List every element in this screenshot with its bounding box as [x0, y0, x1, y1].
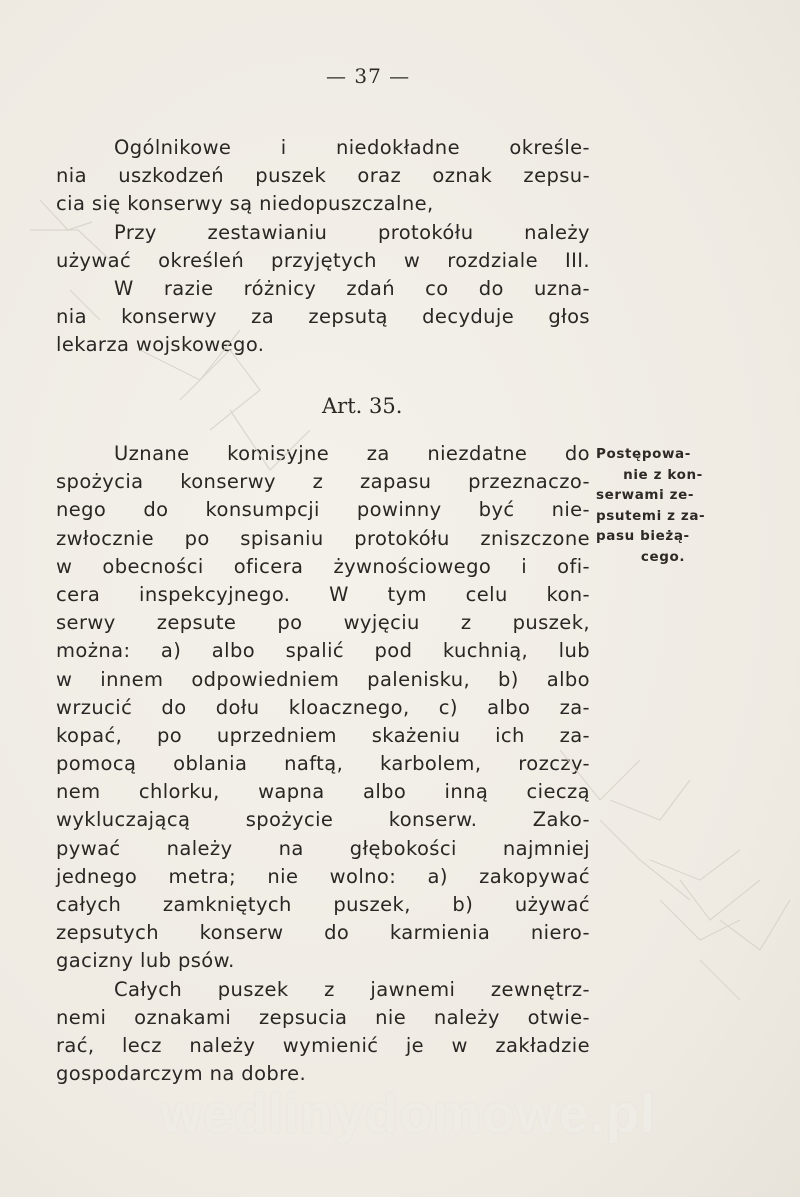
margin-note-line: psutemi z za- — [596, 507, 706, 524]
text-line: Przy zestawianiu protokółu należy — [114, 220, 590, 244]
margin-note-line: cego. — [640, 548, 686, 565]
text-line: cia się konserwy są niedopuszczalne, — [56, 192, 434, 216]
paragraph-2 — [56, 440, 590, 1088]
text-line: Całych puszek z jawnemi zewnętrz- — [114, 977, 590, 1001]
margin-note-line: serwami ze- — [596, 487, 695, 503]
margin-note-line: pasu bieżą- — [596, 528, 690, 544]
text-line: Ogólnikowe i niedokładne określe- — [114, 136, 590, 159]
text-line: nemi oznakami zepsucia nie należy otwie- — [56, 1005, 590, 1029]
page-number: — 37 — — [326, 64, 411, 88]
text-line: można: a) albo spalić pod kuchnią, lub — [56, 639, 590, 663]
text-line: cera inspekcyjnego. W tym celu kon- — [56, 582, 590, 606]
article-heading: Art. 35. — [322, 394, 403, 418]
text-line: lekarza wojskowego. — [56, 333, 265, 357]
text-line: zwłocznie po spisaniu protokółu zniszczone — [56, 526, 590, 550]
text-line: spożycia konserwy z zapasu przeznaczo- — [56, 470, 590, 494]
text-line: Uznane komisyjne za niezdatne do — [114, 442, 590, 465]
text-line: pomocą oblania naftą, karbolem, rozczy- — [56, 752, 590, 776]
text-line: wrzucić do dołu kloacznego, c) albo za- — [56, 695, 590, 719]
text-line: nia konserwy za zepsutą decyduje głos — [56, 305, 590, 329]
text-line: wykluczającą spożycie konserw. Zako- — [56, 808, 590, 832]
text-line: gospodarczym na dobre. — [56, 1062, 307, 1086]
text-line: nia uszkodzeń puszek oraz oznak zepsu- — [56, 164, 590, 188]
margin-note-line: nie z kon- — [623, 466, 703, 483]
text-line: pywać należy na głębokości najmniej — [56, 836, 590, 860]
margin-note-line: Postępowa- — [596, 446, 691, 462]
text-line: gacizny lub psów. — [56, 949, 235, 973]
text-line: W razie różnicy zdań co do uzna- — [114, 276, 590, 300]
text-line: kopać, po uprzedniem skażeniu ich za- — [56, 723, 590, 747]
margin-note — [596, 444, 730, 567]
text-line: nego do konsumpcji powinny być nie- — [56, 498, 590, 522]
text-line: jednego metra; nie wolno: a) zakopywać — [56, 864, 590, 888]
text-line: rać, lecz należy wymienić je w zakładzie — [56, 1033, 590, 1057]
text-line: w obecności oficera żywnościowego i ofi- — [56, 554, 590, 578]
text-line: zepsutych konserw do karmienia niero- — [56, 921, 590, 945]
text-line: całych zamkniętych puszek, b) używać — [56, 893, 590, 916]
paragraph-1 — [56, 134, 590, 360]
watermark: wedlinydomowe.pl — [159, 1084, 657, 1144]
text-line: używać określeń przyjętych w rozdziale III. — [56, 248, 590, 272]
text-line: w innem odpowiedniem palenisku, b) albo — [56, 667, 590, 691]
text-line: serwy zepsute po wyjęciu z puszek, — [56, 611, 590, 635]
text-line: nem chlorku, wapna albo inną cieczą — [56, 780, 590, 804]
